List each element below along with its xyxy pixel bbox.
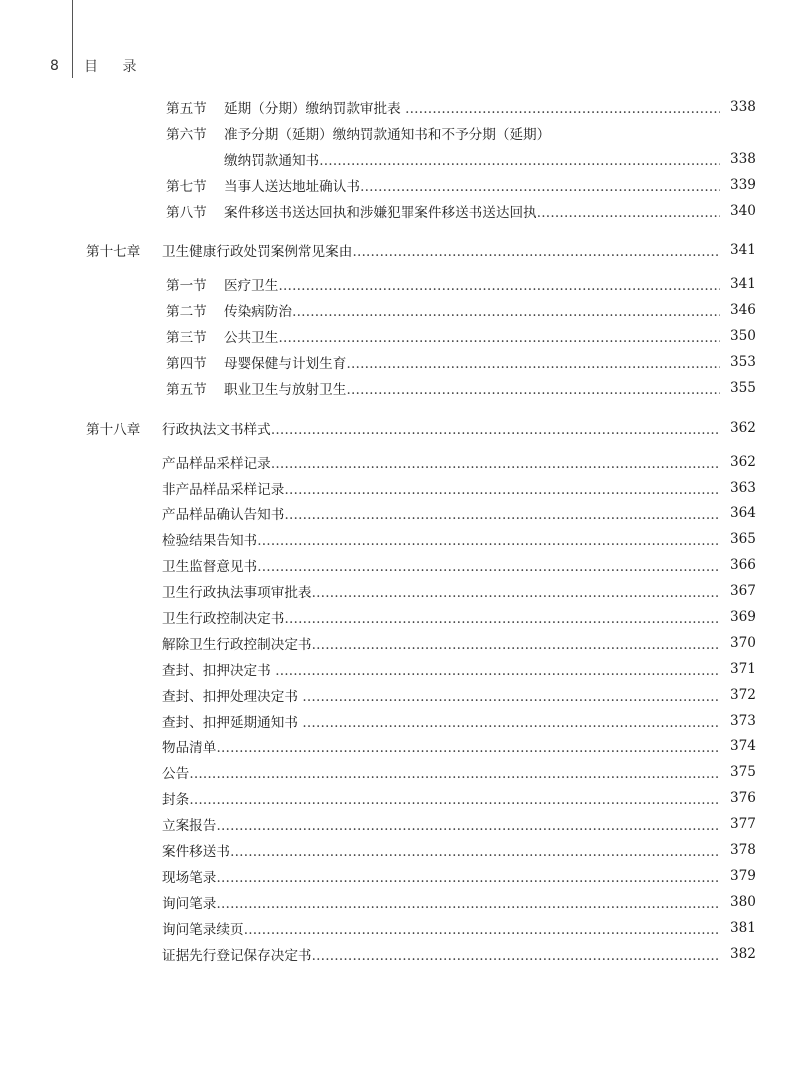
toc-entry-page: 339 xyxy=(730,176,756,193)
toc-entry-number: 第四节 xyxy=(166,355,207,372)
toc-entry-page: 362 xyxy=(730,419,756,436)
toc-entry-title: 产品样品采样记录 …………………………………………………………………………………………………………………………………………………… xyxy=(162,452,720,472)
toc-entry[interactable] xyxy=(162,759,790,785)
toc-entry-title: 当事人送达地址确认书 …………………………………………………………………………………………………………………………………………………… xyxy=(224,175,720,195)
toc-entry[interactable] xyxy=(162,785,790,811)
toc-entry-number: 第五节 xyxy=(166,381,207,398)
toc-entry-page: 371 xyxy=(730,660,756,677)
toc-entry-title: 立案报告 …………………………………………………………………………………………………………………………………………………… xyxy=(162,814,720,834)
toc-entry-page: 374 xyxy=(730,738,756,755)
toc-entry-title: 询问笔录续页 …………………………………………………………………………………………………………………………………………………… xyxy=(162,918,720,938)
toc-entry-page: 380 xyxy=(730,893,756,910)
toc-entry-page: 382 xyxy=(730,945,756,962)
toc-entry-title: 证据先行登记保存决定书 …………………………………………………………………………………………………………………………………………………… xyxy=(162,944,720,964)
toc-entry-title: 行政执法文书样式 …………………………………………………………………………………………………………………………………………………… xyxy=(162,418,720,438)
toc-entry-title: 封条 …………………………………………………………………………………………………………………………………………………… xyxy=(162,788,720,808)
toc-entry-title: 延期（分期）缴纳罚款审批表 …………………………………………………………………………………………………………………………………………………… xyxy=(224,97,720,117)
toc-entry-page: 372 xyxy=(730,686,756,703)
toc-entry-title: 缴纳罚款通知书 …………………………………………………………………………………………………………………………………………………… xyxy=(224,149,720,169)
toc-entry-page: 367 xyxy=(730,583,756,600)
toc-entry-page: 353 xyxy=(730,353,756,370)
toc-entry[interactable] xyxy=(162,449,790,475)
toc-entry[interactable] xyxy=(162,552,790,578)
toc-entry-number: 第八节 xyxy=(166,204,207,221)
toc-entry-page: 350 xyxy=(730,328,756,345)
toc-entry-number: 第三节 xyxy=(166,330,207,347)
header-title: 目 录 xyxy=(84,59,147,75)
toc-entry-title: 医疗卫生 …………………………………………………………………………………………………………………………………………………… xyxy=(224,274,720,294)
toc-entry-number: 第七节 xyxy=(166,178,207,195)
toc-entry-page: 376 xyxy=(730,790,756,807)
toc-entry[interactable] xyxy=(162,297,790,323)
toc-entry-title: 准予分期（延期）缴纳罚款通知书和不予分期（延期） xyxy=(224,126,551,143)
toc-entry-page: 355 xyxy=(730,379,756,396)
toc-entry[interactable] xyxy=(162,120,790,146)
toc-entry-page: 370 xyxy=(730,634,756,651)
toc-entry-page: 369 xyxy=(730,608,756,625)
toc-entry-number: 第六节 xyxy=(166,126,207,143)
toc-entry-page: 338 xyxy=(730,150,756,167)
toc-entry-page: 378 xyxy=(730,841,756,858)
toc-entry[interactable] xyxy=(162,475,790,501)
toc-entry-title: 传染病防治 …………………………………………………………………………………………………………………………………………………… xyxy=(224,300,720,320)
toc-entry-title: 母婴保健与计划生育 …………………………………………………………………………………………………………………………………………………… xyxy=(224,352,720,372)
toc-entry-title: 查封、扣押决定书 …………………………………………………………………………………………………………………………………………………… xyxy=(162,659,720,679)
toc-entry[interactable] xyxy=(162,578,790,604)
toc-entry[interactable] xyxy=(162,915,790,941)
toc-entry-title: 卫生行政控制决定书 …………………………………………………………………………………………………………………………………………………… xyxy=(162,607,720,627)
toc-entry-title: 非产品样品采样记录 …………………………………………………………………………………………………………………………………………………… xyxy=(162,478,720,498)
toc-entry-number: 第二节 xyxy=(166,304,207,321)
toc-entry-title: 卫生健康行政处罚案例常见案由 …………………………………………………………………………………………………………………………………………………… xyxy=(162,240,720,260)
toc-entry[interactable] xyxy=(162,500,790,526)
toc-entry-title: 解除卫生行政控制决定书 …………………………………………………………………………………………………………………………………………………… xyxy=(162,633,720,653)
toc-entry[interactable] xyxy=(162,837,790,863)
toc-entry-title: 现场笔录 …………………………………………………………………………………………………………………………………………………… xyxy=(162,866,720,886)
toc-entry-title: 询问笔录 …………………………………………………………………………………………………………………………………………………… xyxy=(162,892,720,912)
toc-entry-page: 375 xyxy=(730,764,756,781)
toc-entry-page: 364 xyxy=(730,505,756,522)
toc-entry[interactable] xyxy=(162,323,790,349)
toc-entry-title: 案件移送书 …………………………………………………………………………………………………………………………………………………… xyxy=(162,840,720,860)
toc-entry-title: 物品清单 …………………………………………………………………………………………………………………………………………………… xyxy=(162,736,720,756)
toc-entry-title: 案件移送书送达回执和涉嫌犯罪案件移送书送达回执 …………………………………………………………………………………………………………………………………………………… xyxy=(224,201,720,221)
toc-entry-title: 职业卫生与放射卫生 …………………………………………………………………………………………………………………………………………………… xyxy=(224,378,720,398)
page-number: 8 xyxy=(50,58,59,74)
toc-entry-page: 341 xyxy=(730,276,756,293)
toc-entry-page: 363 xyxy=(730,479,756,496)
toc-entry-page: 377 xyxy=(730,816,756,833)
toc-entry-title: 公告 …………………………………………………………………………………………………………………………………………………… xyxy=(162,762,720,782)
toc-entry[interactable] xyxy=(162,349,790,375)
toc-entry[interactable] xyxy=(162,708,790,734)
toc-entry-page: 340 xyxy=(730,202,756,219)
toc-entry[interactable] xyxy=(162,94,790,120)
toc-entry[interactable] xyxy=(162,889,790,915)
toc-entry-title: 卫生行政执法事项审批表 …………………………………………………………………………………………………………………………………………………… xyxy=(162,581,720,601)
toc-entry-page: 346 xyxy=(730,302,756,319)
toc-entry-page: 381 xyxy=(730,919,756,936)
toc-chapter-entry[interactable] xyxy=(82,415,790,441)
toc-entry-title: 查封、扣押处理决定书 …………………………………………………………………………………………………………………………………………………… xyxy=(162,685,720,705)
table-of-contents xyxy=(0,94,790,967)
toc-entry-page: 362 xyxy=(730,453,756,470)
toc-entry[interactable] xyxy=(162,375,790,401)
toc-entry-page: 341 xyxy=(730,242,756,259)
toc-entry[interactable] xyxy=(162,656,790,682)
header-rule xyxy=(72,0,73,78)
toc-chapter-entry[interactable] xyxy=(82,237,790,263)
toc-entry-title: 查封、扣押延期通知书 …………………………………………………………………………………………………………………………………………………… xyxy=(162,711,720,731)
toc-entry-page: 366 xyxy=(730,557,756,574)
toc-entry[interactable] xyxy=(162,863,790,889)
toc-entry[interactable] xyxy=(162,941,790,967)
toc-entry-page: 338 xyxy=(730,98,756,115)
toc-entry[interactable] xyxy=(162,733,790,759)
toc-entry-number: 第十七章 xyxy=(86,244,141,261)
toc-entry[interactable] xyxy=(162,630,790,656)
toc-entry[interactable] xyxy=(162,682,790,708)
toc-entry-title: 产品样品确认告知书 …………………………………………………………………………………………………………………………………………………… xyxy=(162,503,720,523)
toc-entry-page: 379 xyxy=(730,867,756,884)
toc-entry[interactable] xyxy=(162,604,790,630)
toc-entry[interactable] xyxy=(162,526,790,552)
toc-entry-number: 第十八章 xyxy=(86,421,141,438)
toc-entry-number: 第五节 xyxy=(166,100,207,117)
toc-entry[interactable] xyxy=(162,811,790,837)
toc-entry[interactable] xyxy=(162,198,790,224)
toc-entry-number: 第一节 xyxy=(166,278,207,295)
toc-entry[interactable] xyxy=(162,172,790,198)
toc-entry-title: 卫生监督意见书 …………………………………………………………………………………………………………………………………………………… xyxy=(162,555,720,575)
toc-entry[interactable] xyxy=(224,146,790,172)
toc-entry-page: 373 xyxy=(730,712,756,729)
toc-entry-title: 检验结果告知书 …………………………………………………………………………………………………………………………………………………… xyxy=(162,529,720,549)
toc-entry-title: 公共卫生 …………………………………………………………………………………………………………………………………………………… xyxy=(224,326,720,346)
toc-entry-page: 365 xyxy=(730,531,756,548)
toc-entry[interactable] xyxy=(162,271,790,297)
